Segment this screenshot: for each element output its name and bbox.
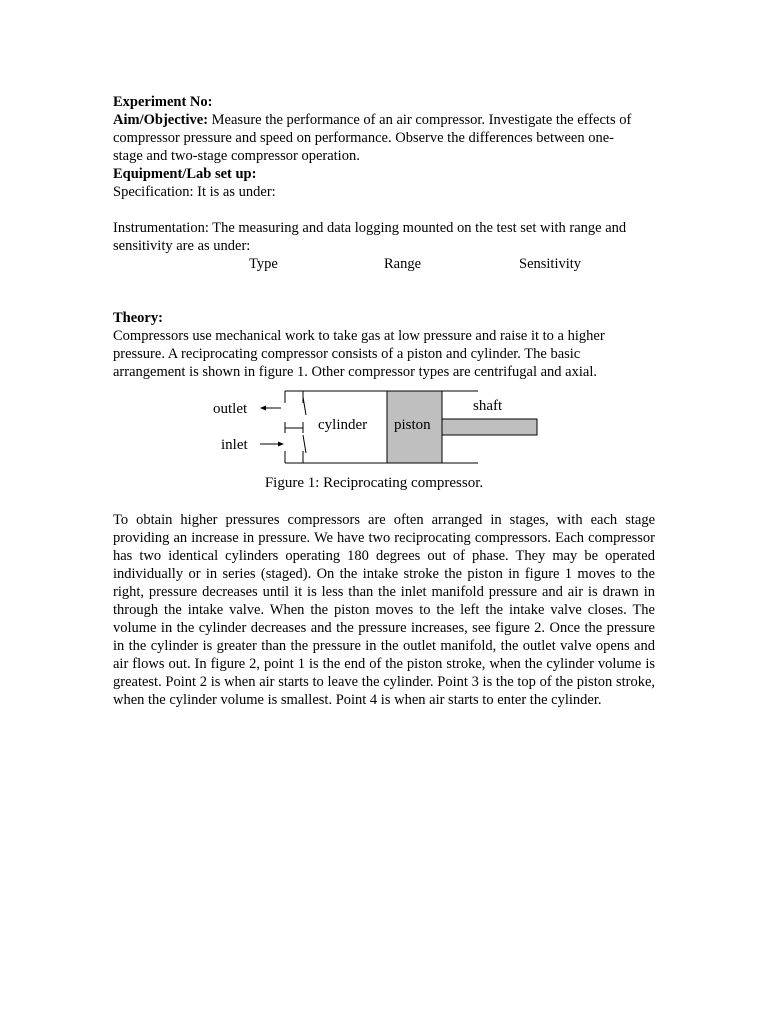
outlet-label: outlet (213, 401, 248, 417)
theory-line-1: Compressors use mechanical work to take gas at low pressure and raise it to a higher (113, 328, 605, 344)
theory-label: Theory: (113, 310, 163, 326)
inlet-arrow-icon (278, 442, 284, 447)
aim-text-1: Measure the performance of an air compressor. Investigate the effects of (208, 112, 632, 128)
piston-label: piston (394, 417, 431, 433)
column-sensitivity: Sensitivity (519, 256, 582, 272)
aim-line-3: stage and two-stage compressor operation. (113, 148, 360, 164)
column-range: Range (384, 256, 422, 272)
figure-1 (113, 389, 655, 511)
document-page (113, 93, 655, 709)
experiment-label: Experiment No: (113, 94, 213, 110)
theory-line-3: arrangement is shown in figure 1. Other compressor types are centrifugal and axial. (113, 364, 597, 380)
shaft-rod (442, 419, 537, 435)
aim-line-2: compressor pressure and speed on performance. Observe the differences between one- (113, 130, 614, 146)
spacer (113, 201, 655, 219)
aim-line-1 (113, 111, 655, 129)
spacer (113, 273, 655, 309)
cylinder-label: cylinder (318, 417, 368, 433)
instrument-table-header (113, 255, 655, 273)
outlet-valve (303, 397, 306, 415)
figure-caption: Figure 1: Reciprocating compressor. (264, 475, 484, 491)
inlet-valve (303, 435, 306, 453)
column-type: Type (249, 256, 278, 272)
specification-line: Specification: It is as under: (113, 184, 276, 200)
compressor-diagram (113, 389, 655, 511)
instrumentation-line-1: Instrumentation: The measuring and data logging mounted on the test set with range and (113, 220, 627, 236)
theory-line-2: pressure. A reciprocating compressor consists of a piston and cylinder. The basic (113, 346, 581, 362)
instrumentation-line-2: sensitivity are as under: (113, 238, 251, 254)
outlet-arrow-icon (260, 406, 266, 411)
body-paragraph: To obtain higher pressures compressors are often arranged in stages, with each stage providing an increase in pressure. We have two reciprocating compressors. Each compressor has two identical cylinders operating 180 degrees out of phase. They may be operated individually or in series (staged). On the intake stroke the piston in figure 1 moves to the right, pressure decreases until it is less than the inlet manifold pressure and air is drawn in through the intake valve. When the piston moves to the left the intake valve closes. The volume in the cylinder decreases and the pressure increases, see figure 2. Once the pressure in the cylinder is greater than the pressure in the outlet manifold, the outlet valve opens and air flows out. In figure 2, point 1 is the end of the piston stroke, when the cylinder volume is greatest. Point 2 is when air starts to leave the cylinder. Point 3 is the top of the piston stroke, when the cylinder volume is smallest. Point 4 is when air starts to enter the cylinder. (113, 512, 655, 708)
aim-label: Aim/Objective: (113, 112, 209, 128)
inlet-label: inlet (221, 437, 248, 453)
shaft-label: shaft (473, 398, 503, 414)
head-top (285, 391, 303, 403)
equipment-label: Equipment/Lab set up: (113, 166, 257, 182)
